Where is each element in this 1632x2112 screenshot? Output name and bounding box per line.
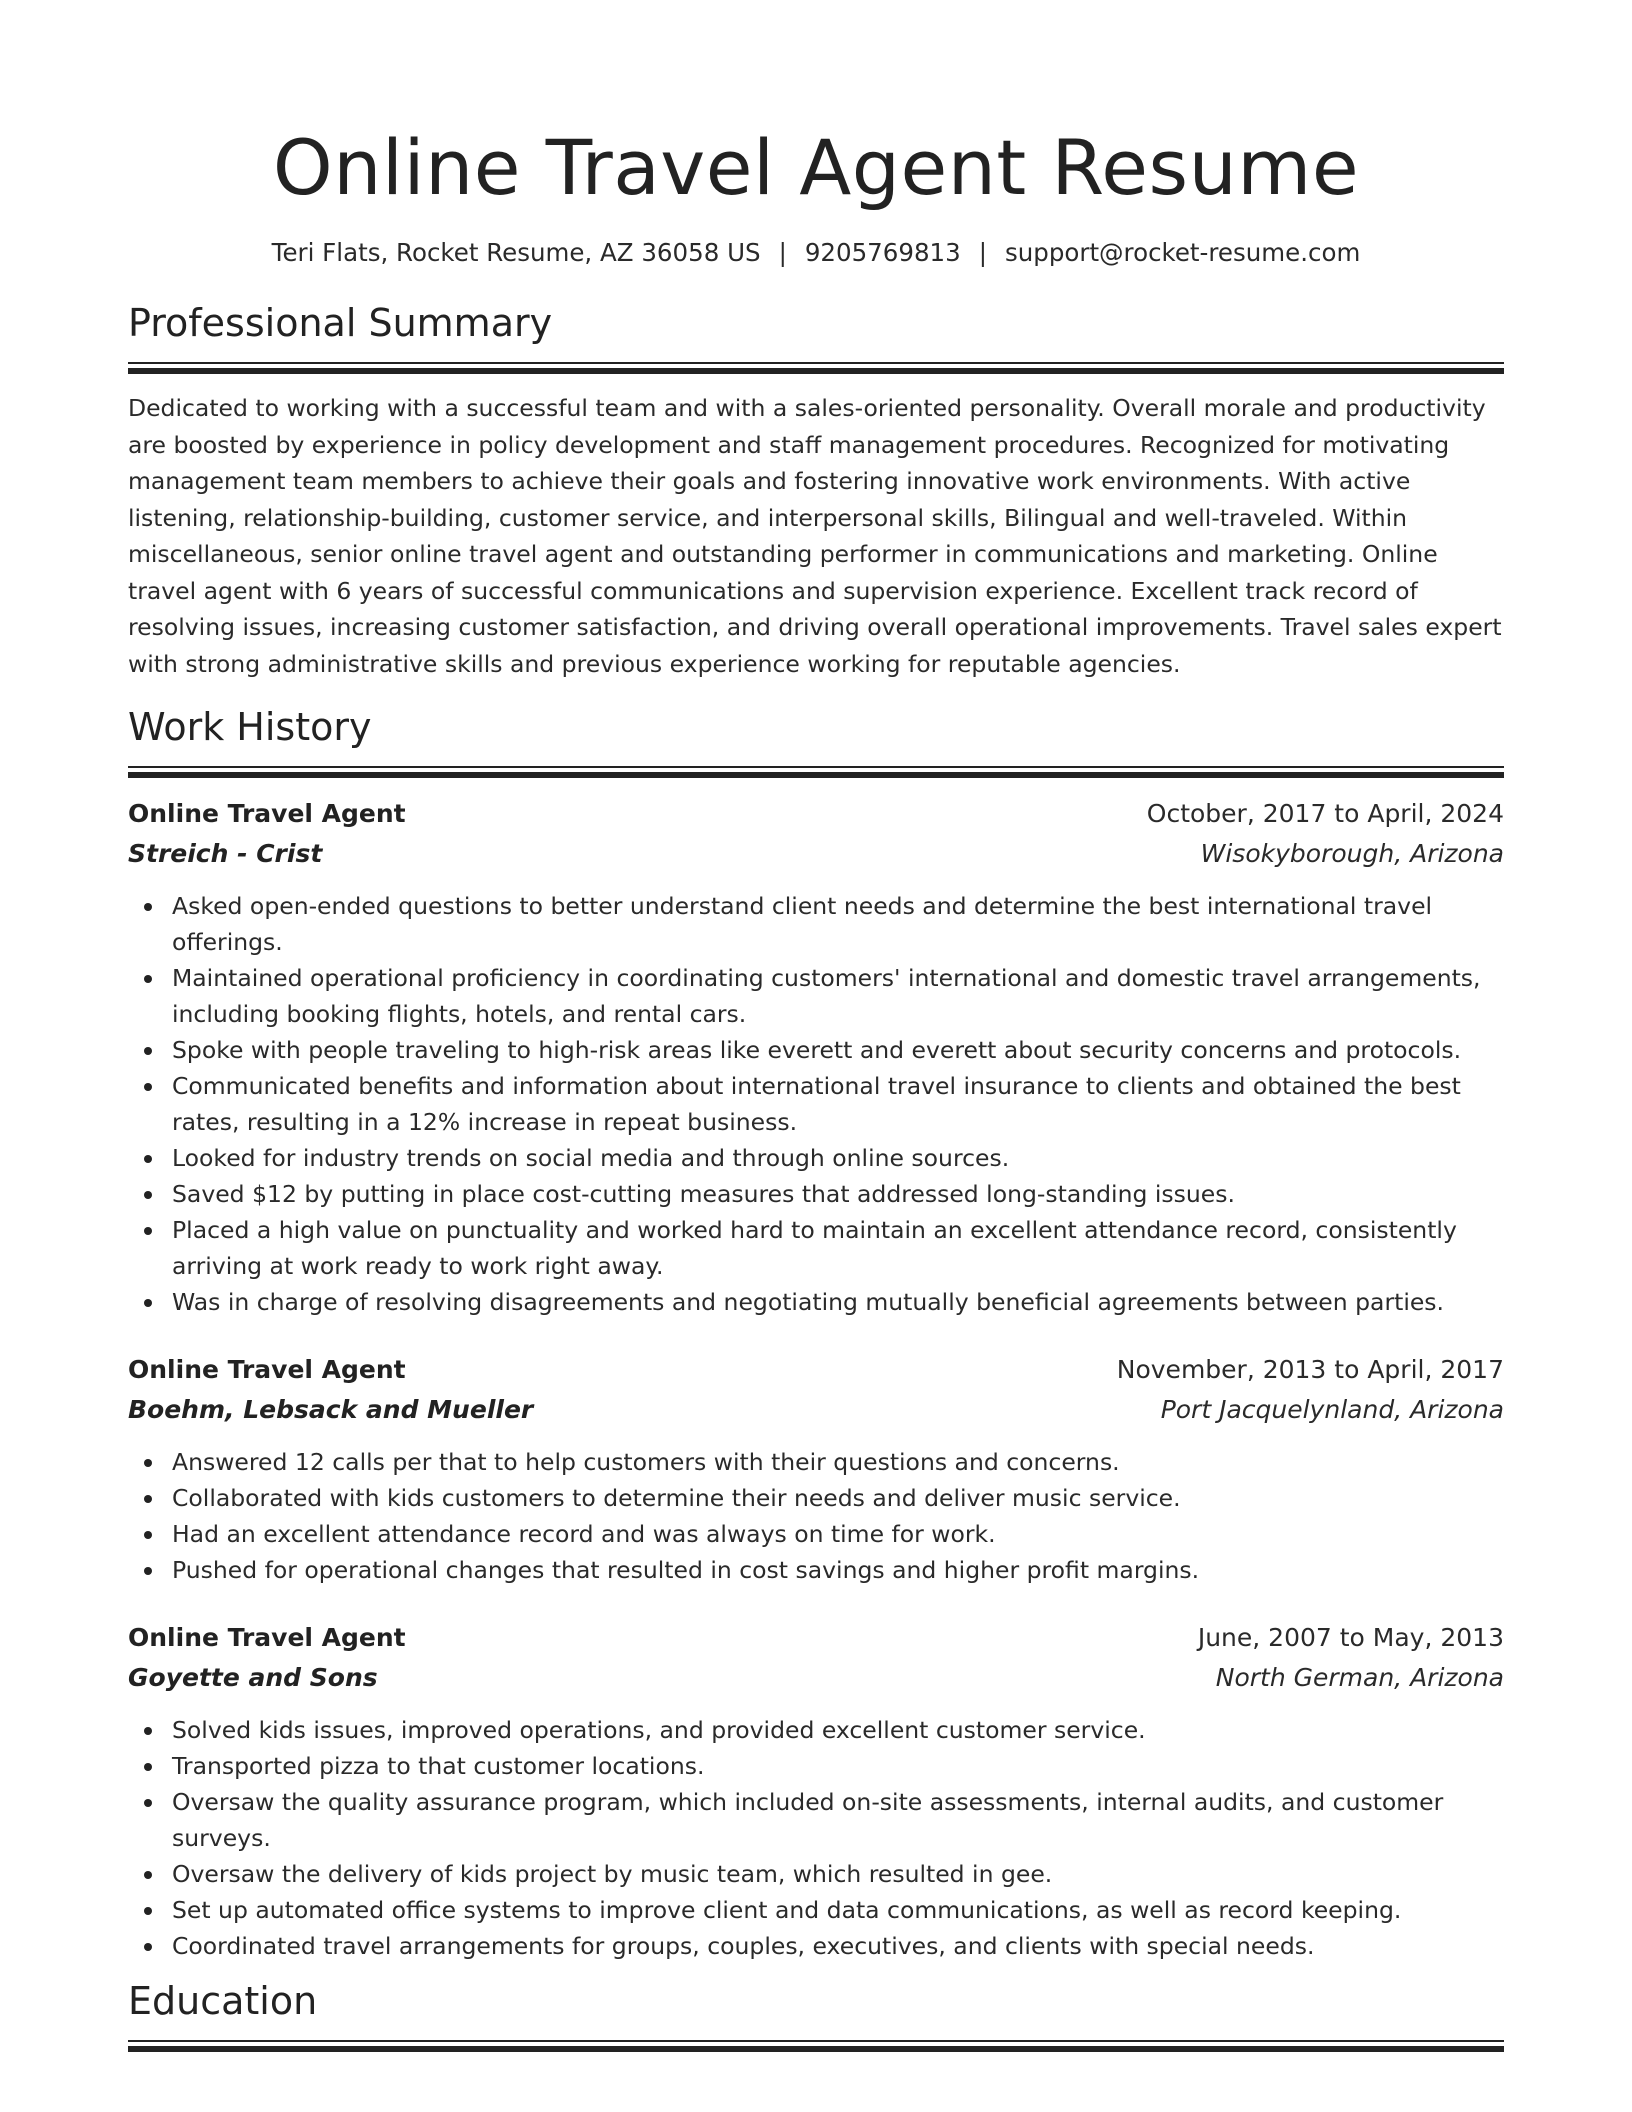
list-item: Oversaw the delivery of kids project by music team, which resulted in gee. — [128, 1856, 1504, 1892]
list-item: Communicated benefits and information about international travel insurance to clients and obtained the best rates, resulting in a 12% increase in repeat business. — [128, 1068, 1504, 1140]
job-subheader — [128, 1390, 1504, 1430]
contact-line — [128, 236, 1504, 270]
job-header — [128, 1618, 1504, 1658]
list-item: Collaborated with kids customers to determine their needs and deliver music service. — [128, 1480, 1504, 1516]
list-item: Asked open-ended questions to better understand client needs and determine the best international travel offerings. — [128, 888, 1504, 960]
job-duties-list — [128, 1444, 1504, 1588]
job-company: Goyette and Sons — [128, 1663, 378, 1692]
education-section — [128, 1976, 1504, 2052]
job-dates: June, 2007 to May, 2013 — [1197, 1623, 1504, 1652]
list-item: Pushed for operational changes that resulted in cost savings and higher profit margins. — [128, 1552, 1504, 1588]
list-item: Coordinated travel arrangements for groups, couples, executives, and clients with special needs. — [128, 1928, 1504, 1964]
job-header — [128, 794, 1504, 834]
resume-page — [128, 0, 1504, 2052]
list-item: Answered 12 calls per that to help customers with their questions and concerns. — [128, 1444, 1504, 1480]
job-entry — [128, 1618, 1504, 1964]
work-history-section — [128, 702, 1504, 1964]
contact-phone: 9205769813 — [804, 238, 961, 267]
job-entry — [128, 794, 1504, 1320]
section-divider — [128, 766, 1504, 778]
list-item: Looked for industry trends on social media and through online sources. — [128, 1140, 1504, 1176]
summary-section — [128, 298, 1504, 682]
list-item: Oversaw the quality assurance program, which included on-site assessments, internal audits, and customer surveys. — [128, 1784, 1504, 1856]
contact-email: support@rocket-resume.com — [1004, 238, 1361, 267]
resume-title: Online Travel Agent Resume — [272, 123, 1360, 212]
job-company: Boehm, Lebsack and Mueller — [128, 1395, 534, 1424]
list-item: Solved kids issues, improved operations, and provided excellent customer service. — [128, 1712, 1504, 1748]
job-location: Wisokyborough, Arizona — [1200, 839, 1504, 868]
contact-separator: | — [978, 238, 987, 267]
job-dates: November, 2013 to April, 2017 — [1116, 1355, 1504, 1384]
section-divider — [128, 362, 1504, 374]
job-entry — [128, 1350, 1504, 1588]
list-item: Saved $12 by putting in place cost-cutting measures that addressed long-standing issues. — [128, 1176, 1504, 1212]
job-duties-list — [128, 1712, 1504, 1964]
work-history-heading: Work History — [128, 705, 372, 749]
job-location: North German, Arizona — [1215, 1663, 1504, 1692]
list-item: Set up automated office systems to improve client and data communications, as well as record keeping. — [128, 1892, 1504, 1928]
job-duties-list — [128, 888, 1504, 1320]
job-company: Streich - Crist — [128, 839, 323, 868]
list-item: Spoke with people traveling to high-risk areas like everett and everett about security concerns and protocols. — [128, 1032, 1504, 1068]
summary-text: Dedicated to working with a successful team and with a sales-oriented personality. Overall morale and productivity are boosted by experience in policy development and staff management procedures. Recognized for motivating management team members to achieve their goals and fostering innovative work environments. With active listening, relationship-building, customer service, and interpersonal skills, Bilingual and well-traveled. Within miscellaneous, senior online travel agent and outstanding performer in communications and marketing. Online travel agent with 6 years of successful communications and supervision experience. Excellent track record of resolving issues, increasing customer satisfaction, and driving overall operational improvements. Travel sales expert with strong administrative skills and previous experience working for reputable agencies. — [128, 394, 1502, 678]
job-dates: October, 2017 to April, 2024 — [1146, 799, 1504, 828]
list-item: Transported pizza to that customer locations. — [128, 1748, 1504, 1784]
list-item: Placed a high value on punctuality and worked hard to maintain an excellent attendance record, consistently arriving at work ready to work right away. — [128, 1212, 1504, 1284]
list-item: Maintained operational proficiency in coordinating customers' international and domestic travel arrangements, including booking flights, hotels, and rental cars. — [128, 960, 1504, 1032]
job-title: Online Travel Agent — [128, 1355, 406, 1384]
contact-separator: | — [778, 238, 787, 267]
summary-heading: Professional Summary — [128, 301, 553, 345]
job-title: Online Travel Agent — [128, 799, 406, 828]
job-subheader — [128, 834, 1504, 874]
job-title: Online Travel Agent — [128, 1623, 406, 1652]
section-divider — [128, 2040, 1504, 2052]
education-heading: Education — [128, 1979, 318, 2023]
list-item: Had an excellent attendance record and was always on time for work. — [128, 1516, 1504, 1552]
job-header — [128, 1350, 1504, 1390]
contact-address: Teri Flats, Rocket Resume, AZ 36058 US — [271, 238, 761, 267]
job-location: Port Jacquelynland, Arizona — [1160, 1395, 1504, 1424]
list-item: Was in charge of resolving disagreements and negotiating mutually beneficial agreements between parties. — [128, 1284, 1504, 1320]
job-subheader — [128, 1658, 1504, 1698]
